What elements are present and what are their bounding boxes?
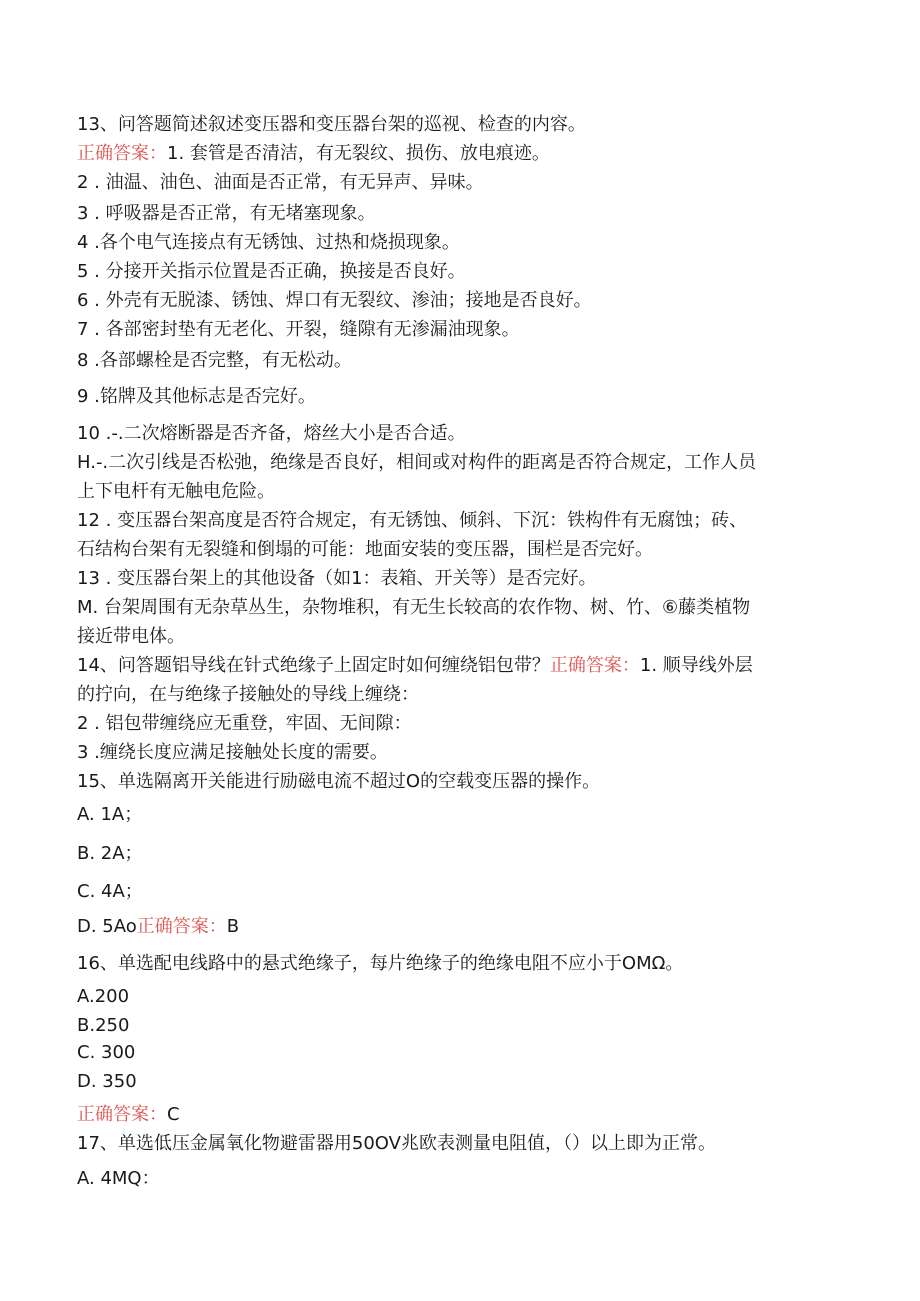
text-line — [77, 1166, 160, 1192]
text-line — [77, 421, 466, 447]
text-line — [77, 170, 484, 196]
line-text: A. 1A； — [77, 804, 143, 825]
line-text: 3 .缠绕长度应满足接触处长度的需要。 — [77, 742, 388, 763]
text-line — [77, 1013, 129, 1039]
line-text: C. 300 — [77, 1042, 136, 1063]
line-text: 13 . 变压器台架上的其他设备（如1：表箱、开关等）是否完好。 — [77, 568, 597, 589]
line-text: 6 . 外壳有无脱漆、锈蚀、焊口有无裂纹、渗油；接地是否良好。 — [77, 290, 592, 311]
text-line — [77, 450, 756, 476]
line-text: 12 . 变压器台架高度是否符合规定，有无锈蚀、倾斜、下沉：铁构件有无腐蚀；砖、 — [77, 510, 748, 531]
line-text: 2 . 油温、油色、油面是否正常，有无异声、异味。 — [77, 172, 484, 193]
text-line — [77, 479, 275, 505]
text-line — [77, 201, 376, 227]
text-line — [77, 951, 683, 977]
text-line — [77, 566, 597, 592]
line-text: 石结构台架有无裂缝和倒塌的可能：地面安装的变压器，围栏是否完好。 — [77, 539, 653, 560]
text-line — [77, 653, 753, 679]
line-text: 14、问答题铝导线在针式绝缘子上固定时如何缠绕铝包带？ — [77, 655, 550, 676]
line-text: D. 350 — [77, 1071, 137, 1092]
answer-label: 正确答案： — [77, 1104, 167, 1125]
text-line — [77, 112, 586, 138]
line-text: D. 5Ao — [77, 916, 137, 937]
line-text: C — [167, 1104, 180, 1125]
line-text: 16、单选配电线路中的悬式绝缘子，每片绝缘子的绝缘电阻不应小于OMΩ。 — [77, 953, 684, 974]
line-text: 10 .-.二次熔断器是否齐备，熔丝大小是否合适。 — [77, 423, 466, 444]
text-line — [77, 769, 600, 795]
text-line — [77, 984, 129, 1010]
text-line — [77, 595, 750, 621]
text-line — [77, 879, 143, 905]
text-line — [77, 1102, 180, 1128]
line-text: B. 2A； — [77, 843, 143, 864]
answer-label: 正确答案： — [549, 655, 640, 676]
line-text: 1. 套管是否清洁，有无裂纹、损伤、放电痕迹。 — [167, 143, 550, 164]
line-text: 5 . 分接开关指示位置是否正确，换接是否良好。 — [77, 261, 466, 282]
text-line — [77, 141, 550, 167]
text-line — [77, 537, 653, 563]
text-line — [77, 288, 592, 314]
line-text: 7 . 各部密封垫有无老化、开裂，缝隙有无渗漏油现象。 — [77, 319, 520, 340]
text-line — [77, 740, 388, 766]
text-line — [77, 682, 419, 708]
answer-value: B — [226, 916, 240, 937]
line-text: B.250 — [77, 1015, 130, 1036]
text-line — [77, 1069, 137, 1095]
text-line — [77, 802, 142, 828]
text-line — [77, 624, 185, 650]
line-text: 上下电杆有无触电危险。 — [77, 481, 275, 502]
line-text: 15、单选隔离开关能进行励磁电流不超过O的空载变压器的操作。 — [77, 771, 601, 792]
text-line — [77, 384, 316, 410]
text-line — [77, 230, 460, 256]
line-text: 4 .各个电气连接点有无锈蚀、过热和烧损现象。 — [77, 232, 460, 253]
line-text: 的拧向，在与绝缘子接触处的导线上缠绕： — [77, 684, 419, 705]
line-text: C. 4A； — [77, 881, 143, 902]
line-text: 8 .各部螺栓是否完整，有无松动。 — [77, 350, 352, 371]
text-line — [77, 841, 143, 867]
text-line — [77, 711, 412, 737]
text-line — [77, 914, 239, 940]
text-line — [77, 1131, 716, 1157]
answer-label: 正确答案： — [136, 916, 227, 937]
text-line — [77, 259, 466, 285]
answer-label: 正确答案： — [77, 143, 167, 164]
line-text: A.200 — [77, 986, 130, 1007]
line-text: A. 4MQ： — [77, 1168, 160, 1189]
answer-value: 1. 顺导线外层 — [639, 655, 753, 676]
line-text: 接近带电体。 — [77, 626, 185, 647]
text-line — [77, 317, 520, 343]
line-text: 9 .铭牌及其他标志是否完好。 — [77, 386, 316, 407]
line-text: 2 . 铝包带缠绕应无重登，牢固、无间隙： — [77, 713, 412, 734]
text-line — [77, 508, 747, 534]
text-line — [77, 1040, 135, 1066]
line-text: 13、问答题简述叙述变压器和变压器台架的巡视、检查的内容。 — [77, 114, 586, 135]
line-text: 17、单选低压金属氧化物避雷器用50OV兆欧表测量电阻值，（）以上即为正常。 — [77, 1133, 716, 1154]
text-line — [77, 348, 352, 374]
line-text: M. 台架周围有无杂草丛生，杂物堆积，有无生长较高的农作物、树、竹、⑥藤类植物 — [77, 597, 751, 618]
line-text: H.-.二次引线是否松弛，绝缘是否良好，相间或对构件的距离是否符合规定，工作人员 — [77, 452, 757, 473]
line-text: 3 . 呼吸器是否正常，有无堵塞现象。 — [77, 203, 376, 224]
